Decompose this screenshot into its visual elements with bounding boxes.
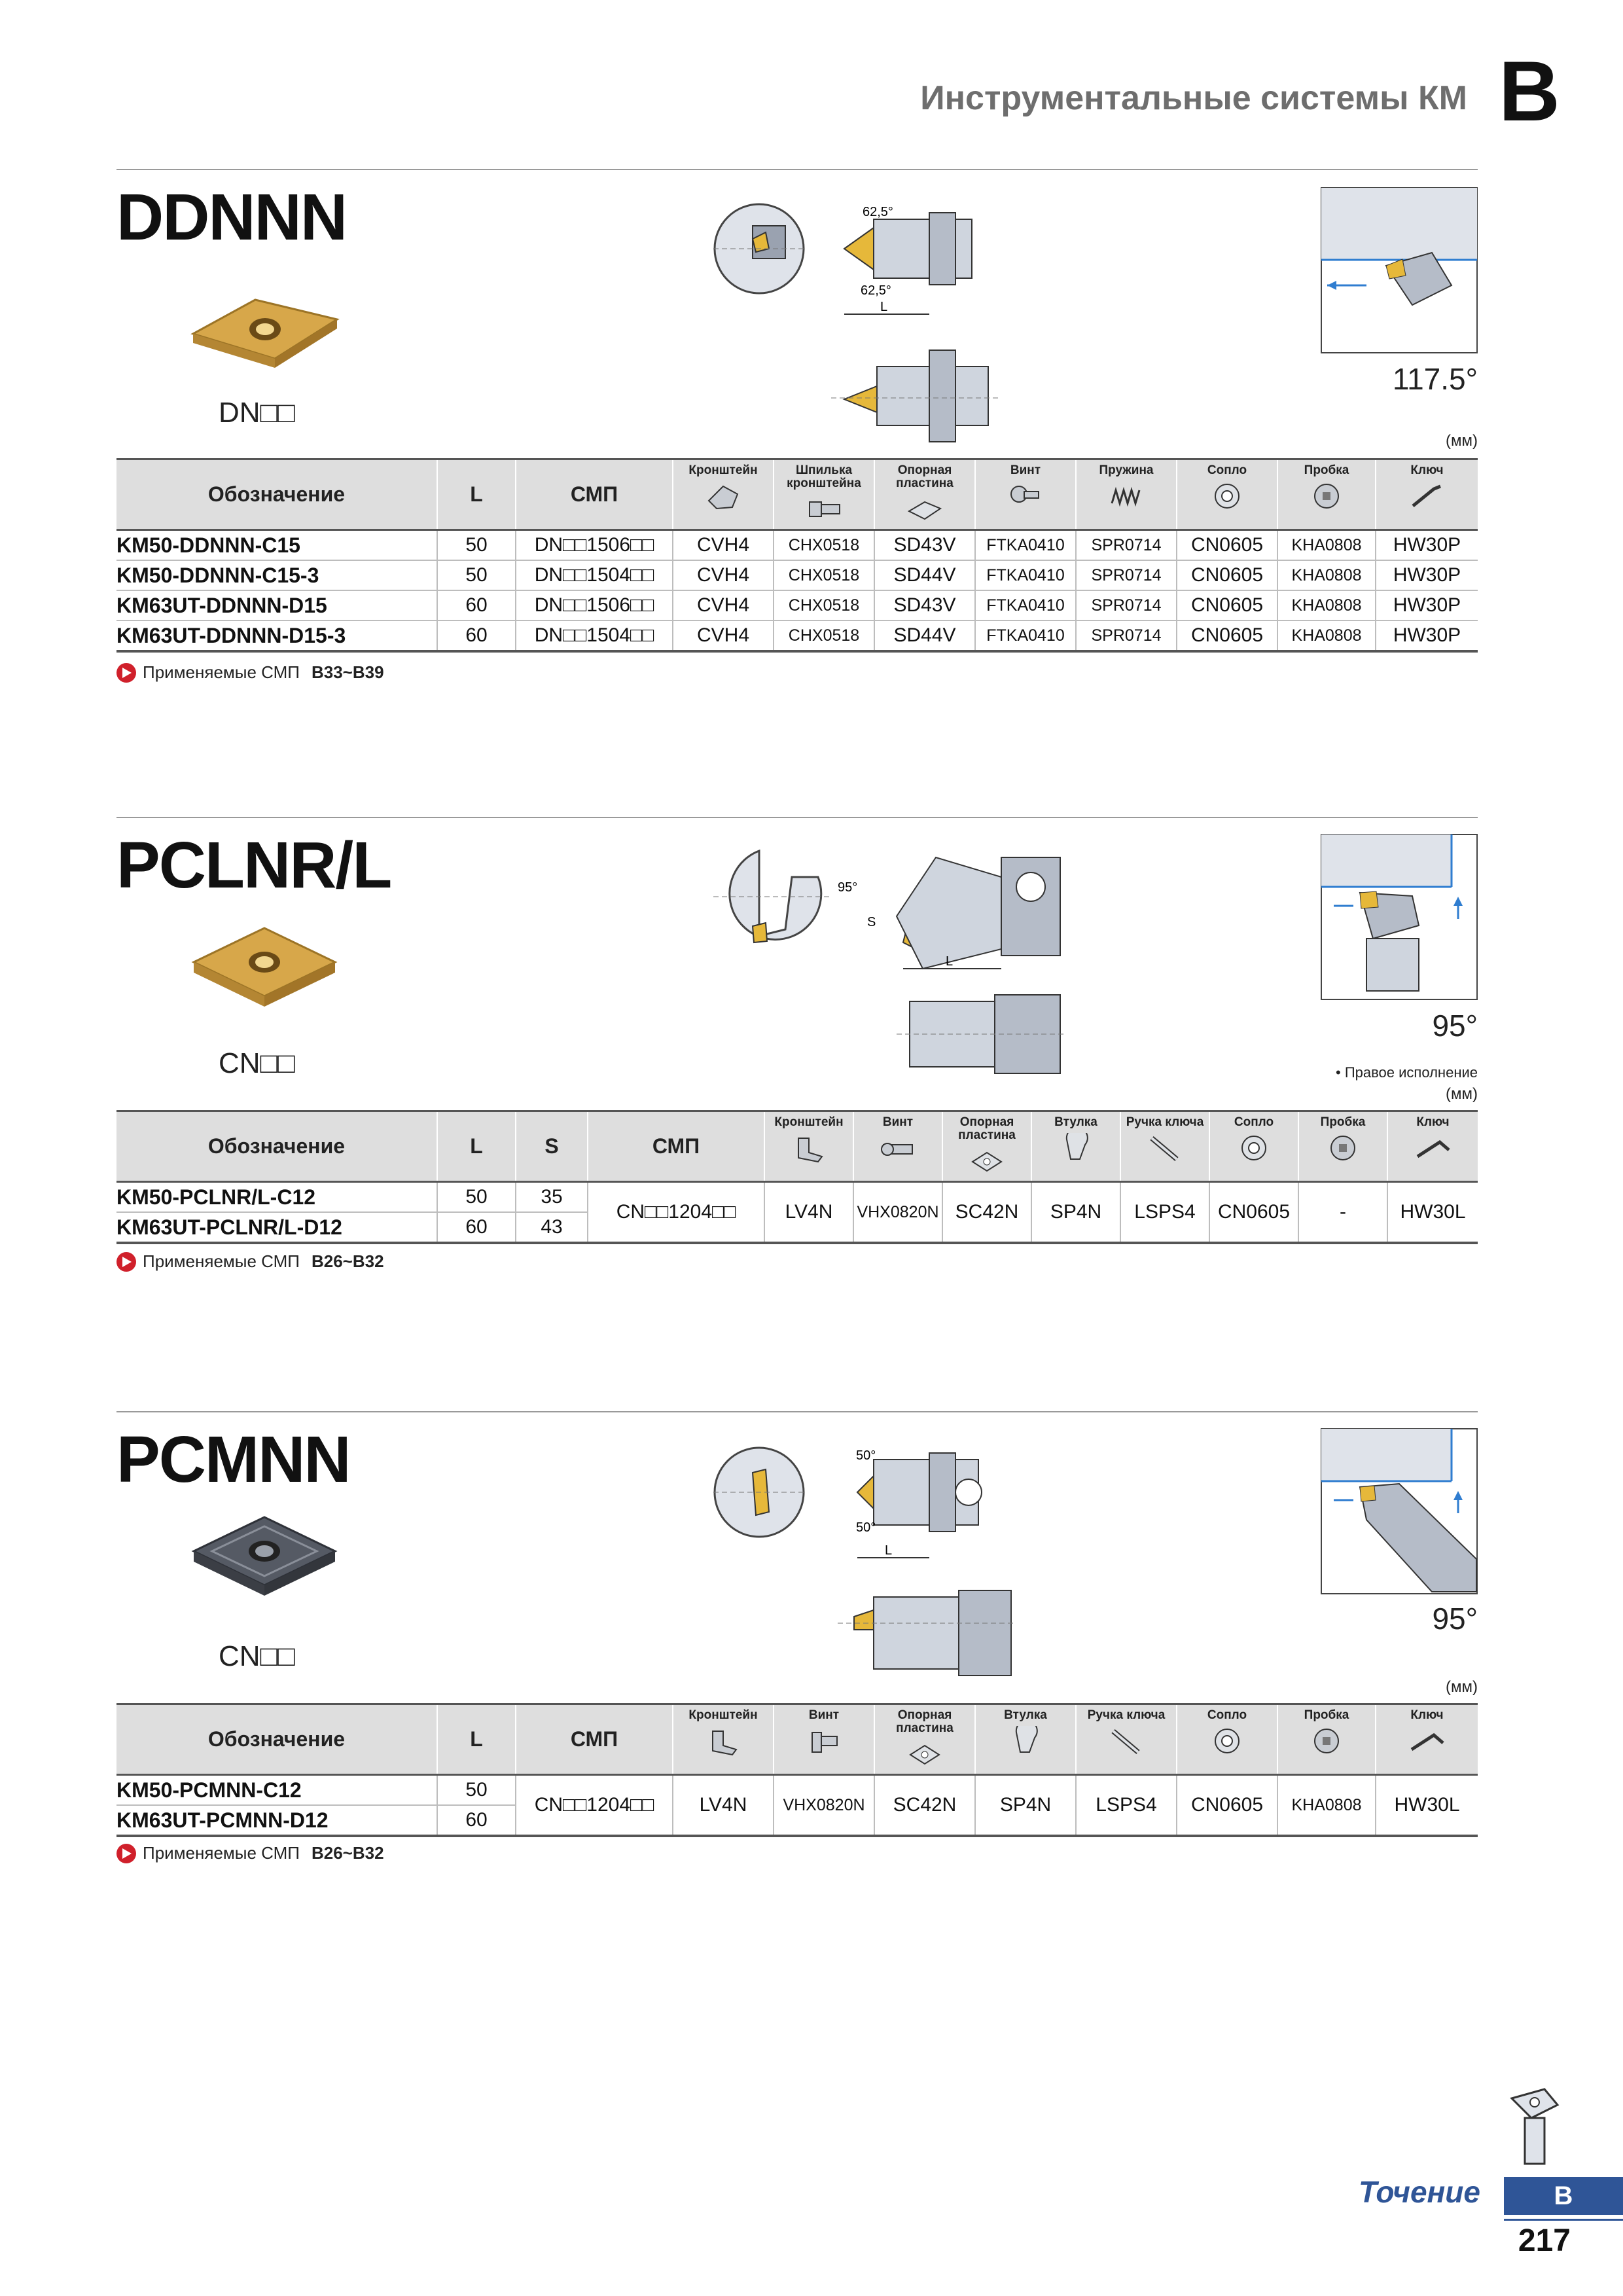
cell-designation: KM50-PCMNN-C12 — [116, 1775, 437, 1806]
plug-icon — [1323, 1133, 1363, 1163]
cell-part: FTKA0410 — [975, 620, 1076, 651]
section-title-pcmnn: PCMNN — [116, 1423, 350, 1496]
part-header-shim: Опорная пластина — [874, 459, 975, 530]
insert-image-dn — [183, 288, 347, 373]
screw-icon — [804, 1726, 844, 1756]
dim-label-s: S — [867, 915, 876, 929]
dim-label-angle: 95° — [838, 880, 858, 895]
part-header-nozzle: Сопло — [1177, 459, 1277, 530]
footer-tab-letter: B — [1504, 2177, 1623, 2215]
screw-icon — [1006, 481, 1045, 511]
spec-table-pcmnn — [116, 1703, 1478, 1837]
cell-part: CVH4 — [673, 530, 774, 561]
right-hand-note: • Правое исполнение — [1336, 1064, 1478, 1081]
part-header-bracket: Кронштейн — [673, 1704, 774, 1775]
key-icon — [1408, 1726, 1447, 1756]
cell-part: HW30P — [1376, 530, 1478, 561]
arrow-right-icon — [116, 663, 136, 683]
dim-label-angle-bottom: 62,5° — [861, 283, 891, 298]
sleeve-icon — [1056, 1133, 1096, 1163]
col-header-designation: Обозначение — [116, 1704, 437, 1775]
bracket-icon — [704, 481, 743, 511]
nozzle-icon — [1207, 1726, 1247, 1756]
nozzle-icon — [1207, 481, 1247, 511]
cell-insert: DN□□1504□□ — [516, 620, 673, 651]
cell-part: HW30P — [1376, 560, 1478, 590]
cell-part: SC42N — [874, 1775, 975, 1837]
cell-part: SP4N — [1031, 1182, 1120, 1244]
nozzle-icon — [1234, 1133, 1274, 1163]
insert-label-cn: CN□□ — [219, 1047, 295, 1079]
cell-l: 60 — [437, 1212, 516, 1243]
shim-icon — [967, 1146, 1007, 1176]
cell-s: 43 — [516, 1212, 588, 1243]
cell-part: KHA0808 — [1277, 530, 1376, 561]
cell-part: SPR0714 — [1076, 560, 1177, 590]
cell-part: KHA0808 — [1277, 590, 1376, 620]
section-divider — [116, 1411, 1478, 1412]
table-row — [116, 1182, 1478, 1213]
part-header-screw: Винт — [853, 1111, 942, 1182]
part-header-key-handle: Ручка ключа — [1076, 1704, 1177, 1775]
cell-insert: CN□□1204□□ — [516, 1775, 673, 1837]
cell-part: SD43V — [874, 530, 975, 561]
col-header-l: L — [437, 459, 516, 530]
part-header-nozzle: Сопло — [1177, 1704, 1277, 1775]
cell-part: SC42N — [942, 1182, 1031, 1244]
footer-section-word: Точение — [1358, 2175, 1480, 2209]
key-icon — [1408, 481, 1447, 511]
cell-part: CHX0518 — [774, 620, 874, 651]
cell-designation: KM63UT-DDNNN-D15-3 — [116, 620, 437, 651]
shim-icon — [905, 494, 944, 524]
cell-part: LV4N — [673, 1775, 774, 1837]
insert-label-cn-pcmnn: CN□□ — [219, 1640, 295, 1672]
spring-icon — [1107, 481, 1146, 511]
col-header-l: L — [437, 1111, 516, 1182]
section-title-ddnnn: DDNNN — [116, 181, 347, 254]
cell-part: CHX0518 — [774, 590, 874, 620]
unit-mm-pcmnn: (мм) — [1446, 1678, 1478, 1696]
cell-designation: KM63UT-PCLNR/L-D12 — [116, 1212, 437, 1243]
part-header-sleeve: Втулка — [975, 1704, 1076, 1775]
cell-l: 60 — [437, 620, 516, 651]
cell-insert: DN□□1506□□ — [516, 530, 673, 561]
cell-part: CHX0518 — [774, 530, 874, 561]
cell-insert: DN□□1504□□ — [516, 560, 673, 590]
cell-designation: KM50-PCLNR/L-C12 — [116, 1182, 437, 1213]
applicable-inserts-link-ddnnn[interactable]: Применяемые СМП B33~B39 — [116, 662, 384, 683]
section-divider — [116, 817, 1478, 818]
cell-part: FTKA0410 — [975, 530, 1076, 561]
part-header-plug: Пробка — [1298, 1111, 1387, 1182]
tool-drawing-ddnnn — [713, 190, 1001, 445]
cell-part: VHX0820N — [853, 1182, 942, 1244]
cell-designation: KM63UT-PCMNN-D12 — [116, 1805, 437, 1836]
cell-insert: CN□□1204□□ — [588, 1182, 764, 1244]
machining-diagram-pclnr — [1321, 834, 1478, 1000]
arrow-right-icon — [116, 1252, 136, 1272]
col-header-insert: СМП — [516, 1704, 673, 1775]
cell-part: HW30P — [1376, 620, 1478, 651]
table-row — [116, 1775, 1478, 1806]
dim-label-angle-bottom: 50° — [856, 1520, 876, 1535]
dim-label-length: L — [880, 300, 888, 314]
col-header-s: S — [516, 1111, 588, 1182]
key-handle-icon — [1145, 1133, 1185, 1163]
cell-part: LSPS4 — [1120, 1182, 1209, 1244]
catalog-header-title: Инструментальные системы КМ — [920, 79, 1467, 117]
cell-part: CN0605 — [1209, 1182, 1298, 1244]
col-header-insert: СМП — [516, 459, 673, 530]
part-header-key: Ключ — [1387, 1111, 1478, 1182]
cell-part: CVH4 — [673, 620, 774, 651]
dim-label-angle-top: 62,5° — [863, 205, 893, 219]
part-header-key: Ключ — [1376, 1704, 1478, 1775]
cell-part: HW30L — [1376, 1775, 1478, 1837]
cell-part: FTKA0410 — [975, 590, 1076, 620]
cell-insert: DN□□1506□□ — [516, 590, 673, 620]
key-icon — [1414, 1133, 1453, 1163]
spec-table-pclnr — [116, 1110, 1478, 1244]
part-header-shim: Опорная пластина — [942, 1111, 1031, 1182]
cell-l: 50 — [437, 1775, 516, 1806]
approach-angle-pcmnn: 95° — [1432, 1602, 1478, 1636]
screw-icon — [878, 1133, 918, 1163]
table-row — [116, 620, 1478, 651]
table-row — [116, 530, 1478, 561]
catalog-section-letter: B — [1499, 43, 1560, 139]
part-header-screw: Винт — [774, 1704, 874, 1775]
part-header-bracket: Кронштейн — [764, 1111, 853, 1182]
stud-icon — [804, 494, 844, 524]
cell-part: VHX0820N — [774, 1775, 874, 1837]
section-divider — [116, 169, 1478, 170]
cell-part: - — [1298, 1182, 1387, 1244]
insert-image-cn-dark — [186, 1505, 343, 1610]
part-header-nozzle: Сопло — [1209, 1111, 1298, 1182]
cell-l: 60 — [437, 590, 516, 620]
cell-s: 35 — [516, 1182, 588, 1213]
key-handle-icon — [1107, 1726, 1146, 1756]
sleeve-icon — [1006, 1726, 1045, 1756]
part-header-sleeve: Втулка — [1031, 1111, 1120, 1182]
cell-designation: KM50-DDNNN-C15-3 — [116, 560, 437, 590]
cell-part: CN0605 — [1177, 530, 1277, 561]
bracket-icon — [789, 1133, 829, 1163]
cell-part: CN0605 — [1177, 1775, 1277, 1837]
plug-icon — [1307, 1726, 1346, 1756]
cell-part: FTKA0410 — [975, 560, 1076, 590]
cell-part: SP4N — [975, 1775, 1076, 1837]
approach-angle-ddnnn: 117.5° — [1392, 362, 1478, 396]
cell-part: LSPS4 — [1076, 1775, 1177, 1837]
tool-drawing-pcmnn — [713, 1433, 1014, 1682]
machining-diagram-pcmnn — [1321, 1428, 1478, 1594]
unit-mm-ddnnn: (мм) — [1446, 432, 1478, 450]
section-title-pclnr: PCLNR/L — [116, 829, 391, 902]
table-row — [116, 590, 1478, 620]
cell-part: CN0605 — [1177, 590, 1277, 620]
dim-label-length: L — [885, 1543, 893, 1558]
cell-l: 50 — [437, 560, 516, 590]
part-header-clamp-stud: Шпилька кронштейна — [774, 459, 874, 530]
part-header-key: Ключ — [1376, 459, 1478, 530]
turning-tool-icon — [1505, 2085, 1571, 2170]
arrow-right-icon — [116, 1844, 136, 1863]
tool-drawing-pclnr — [713, 838, 1067, 1093]
cell-part: LV4N — [764, 1182, 853, 1244]
cell-part: CN0605 — [1177, 620, 1277, 651]
part-header-screw: Винт — [975, 459, 1076, 530]
dim-label-angle-top: 50° — [856, 1448, 876, 1463]
unit-mm-pclnr: (мм) — [1446, 1085, 1478, 1103]
bracket-icon — [704, 1726, 743, 1756]
cell-part: HW30L — [1387, 1182, 1478, 1244]
part-header-key-handle: Ручка ключа — [1120, 1111, 1209, 1182]
cell-part: SD43V — [874, 590, 975, 620]
part-header-shim: Опорная пластина — [874, 1704, 975, 1775]
insert-image-cn — [186, 916, 343, 1021]
applicable-inserts-link-pclnr[interactable]: Применяемые СМП B26~B32 — [116, 1251, 384, 1272]
part-header-plug: Пробка — [1277, 1704, 1376, 1775]
page-number: 217 — [1518, 2223, 1571, 2258]
cell-l: 60 — [437, 1805, 516, 1836]
part-header-plug: Пробка — [1277, 459, 1376, 530]
cell-part: HW30P — [1376, 590, 1478, 620]
part-header-spring: Пружина — [1076, 459, 1177, 530]
insert-label-dn: DN□□ — [219, 397, 295, 429]
col-header-insert: СМП — [588, 1111, 764, 1182]
cell-part: KHA0808 — [1277, 1775, 1376, 1837]
cell-designation: KM50-DDNNN-C15 — [116, 530, 437, 561]
cell-designation: KM63UT-DDNNN-D15 — [116, 590, 437, 620]
cell-part: KHA0808 — [1277, 560, 1376, 590]
shim-icon — [905, 1739, 944, 1769]
cell-part: CVH4 — [673, 560, 774, 590]
machining-diagram-ddnnn — [1321, 187, 1478, 353]
cell-l: 50 — [437, 530, 516, 561]
col-header-l: L — [437, 1704, 516, 1775]
spec-table-ddnnn — [116, 458, 1478, 653]
approach-angle-pclnr: 95° — [1432, 1009, 1478, 1043]
cell-part: KHA0808 — [1277, 620, 1376, 651]
cell-part: CN0605 — [1177, 560, 1277, 590]
dim-label-length: L — [946, 954, 954, 969]
part-header-bracket: Кронштейн — [673, 459, 774, 530]
cell-l: 50 — [437, 1182, 516, 1213]
cell-part: CHX0518 — [774, 560, 874, 590]
table-row — [116, 560, 1478, 590]
footer-line — [1504, 2219, 1623, 2221]
plug-icon — [1307, 481, 1346, 511]
col-header-designation: Обозначение — [116, 1111, 437, 1182]
cell-part: SPR0714 — [1076, 590, 1177, 620]
applicable-inserts-link-pcmnn[interactable]: Применяемые СМП B26~B32 — [116, 1843, 384, 1863]
col-header-designation: Обозначение — [116, 459, 437, 530]
cell-part: SPR0714 — [1076, 530, 1177, 561]
cell-part: SD44V — [874, 620, 975, 651]
cell-part: SD44V — [874, 560, 975, 590]
cell-part: CVH4 — [673, 590, 774, 620]
cell-part: SPR0714 — [1076, 620, 1177, 651]
